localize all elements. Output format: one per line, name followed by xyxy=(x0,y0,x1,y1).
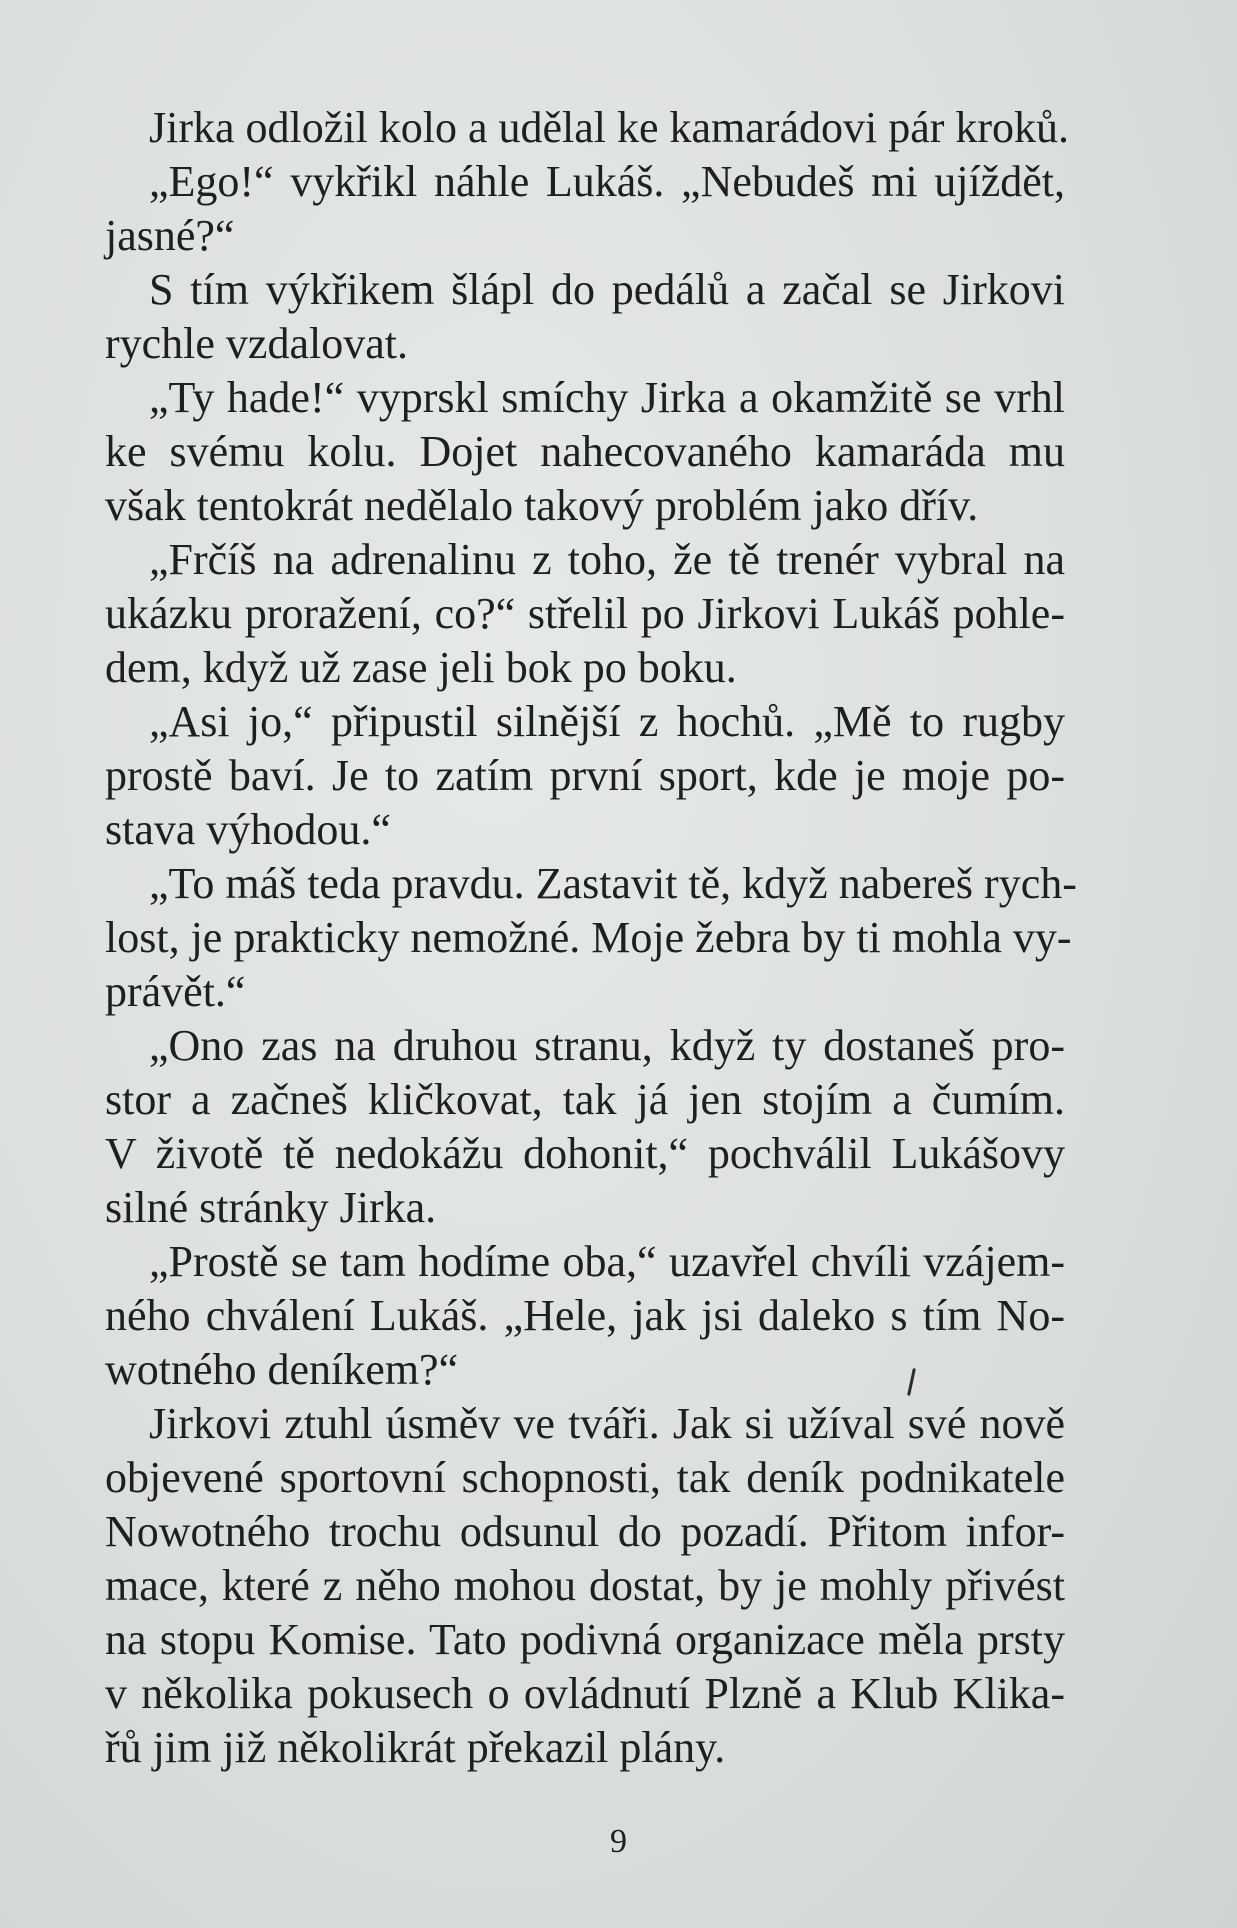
text-line: „To máš teda pravdu. Zastavit tě, když nabereš rych- xyxy=(149,859,1077,908)
text-line: lost, je prakticky nemožné. Moje žebra by ti mohla vy- xyxy=(105,913,1072,962)
text-line: stor a začneš kličkovat, tak já jen stojím a čumím. xyxy=(105,1075,1065,1124)
text-line: „Ty hade!“ vyprskl smíchy Jirka a okamžitě se vrhl xyxy=(149,373,1065,422)
text-line: „Asi jo,“ připustil silnější z hochů. „Mě to rugby xyxy=(149,697,1065,746)
text-line: objevené sportovní schopnosti, tak deník podnikatele xyxy=(105,1453,1065,1502)
text-line: však tentokrát nedělalo takový problém jako dřív. xyxy=(105,481,979,530)
text-line: právět.“ xyxy=(105,967,246,1016)
text-line: „Ono zas na druhou stranu, když ty dostaneš pro- xyxy=(149,1021,1065,1070)
text-line: Jirkovi ztuhl úsměv ve tváři. Jak si užíval své nově xyxy=(149,1399,1065,1448)
text-line: „Ego!“ vykřikl náhle Lukáš. „Nebudeš mi ujíždět, xyxy=(149,157,1065,206)
text-line: ného chválení Lukáš. „Hele, jak jsi daleko s tím No- xyxy=(105,1291,1065,1340)
text-line: wotného deníkem?“ xyxy=(105,1345,459,1394)
text-line: mace, které z něho mohou dostat, by je mohly přivést xyxy=(105,1561,1065,1610)
text-line: silné stránky Jirka. xyxy=(105,1183,437,1232)
text-line: Nowotného trochu odsunul do pozadí. Přitom infor- xyxy=(105,1507,1065,1556)
text-line: ukázku proražení, co?“ střelil po Jirkovi Lukáš pohle- xyxy=(105,589,1065,638)
text-line: na stopu Komise. Tato podivná organizace měla prsty xyxy=(105,1615,1065,1664)
text-line: rychle vzdalovat. xyxy=(105,319,408,368)
text-line: ke svému kolu. Dojet nahecovaného kamaráda mu xyxy=(105,427,1065,476)
text-line: řů jim již několikrát překazil plány. xyxy=(105,1723,726,1772)
text-line: V životě tě nedokážu dohonit,“ pochválil Lukášovy xyxy=(105,1129,1065,1178)
text-line: prostě baví. Je to zatím první sport, kde je moje po- xyxy=(105,751,1065,800)
text-line: dem, když už zase jeli bok po boku. xyxy=(105,643,737,692)
text-line: S tím výkřikem šlápl do pedálů a začal se Jirkovi xyxy=(149,265,1065,314)
text-line: „Prostě se tam hodíme oba,“ uzavřel chvíli vzájem- xyxy=(149,1237,1065,1286)
page-number: 9 xyxy=(610,1823,627,1860)
text-line: Jirka odložil kolo a udělal ke kamarádovi pár kroků. xyxy=(149,103,1070,152)
text-line: jasné?“ xyxy=(105,211,235,260)
text-line: „Frčíš na adrenalinu z toho, že tě trenér vybral na xyxy=(149,535,1065,584)
text-line: stava výhodou.“ xyxy=(105,805,391,854)
text-line: v několika pokusech o ovládnutí Plzně a Klub Klika- xyxy=(105,1669,1065,1718)
